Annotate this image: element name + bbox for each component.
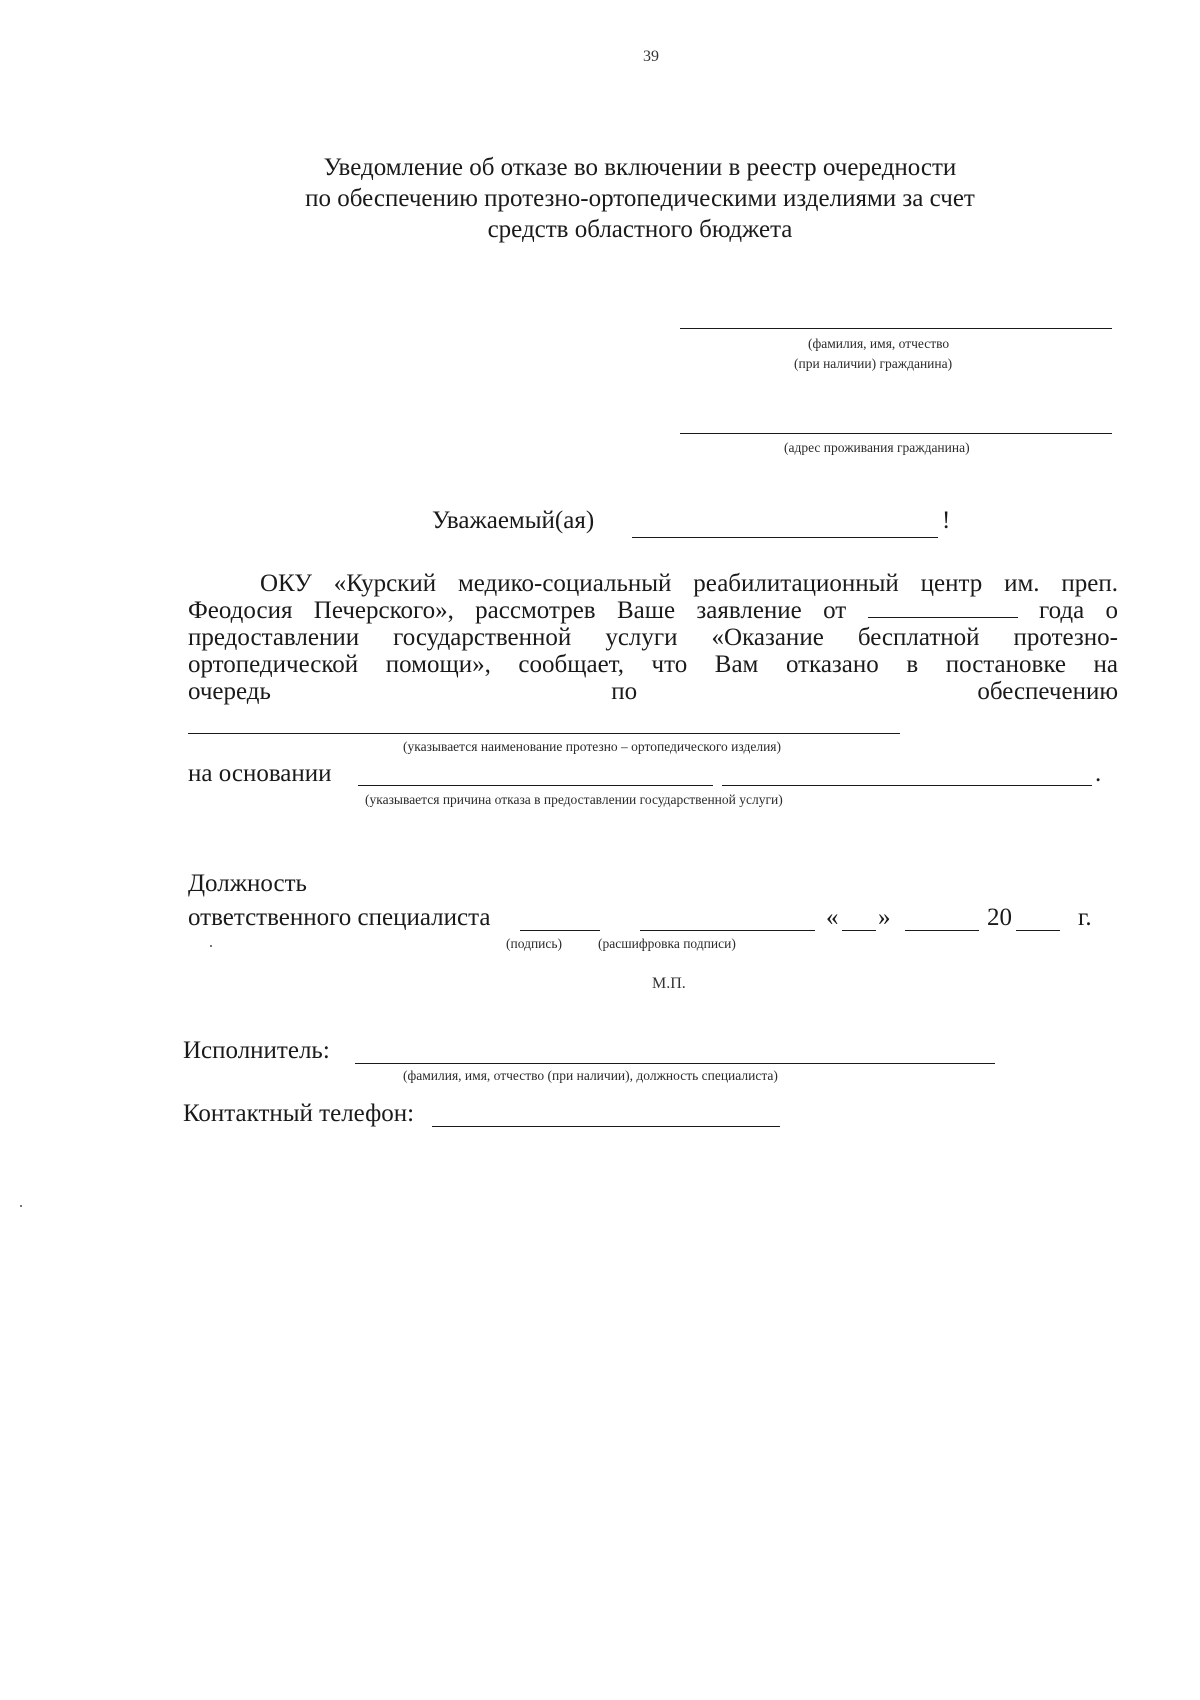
phone-label: Контактный телефон: <box>183 1100 415 1127</box>
title-line-2: по обеспечению протезно-ортопедическими изделиями за счет <box>305 185 975 212</box>
executor-caption: (фамилия, имя, отчество (при наличии), должность специалиста) <box>403 1068 778 1083</box>
salutation-text: Уважаемый(ая) <box>432 507 595 534</box>
date-day-line <box>842 930 876 931</box>
salutation-name-line <box>632 537 938 538</box>
body-line-5-c: обеспечению <box>977 678 1119 705</box>
product-name-line <box>188 733 900 734</box>
body-line-3: предоставлении государственной услуги «Оказание бесплатной протезно- <box>188 624 1118 651</box>
body-line-2-end: года о <box>1038 597 1119 624</box>
body-line-5 <box>188 678 1118 705</box>
addressee-address-line <box>680 433 1112 434</box>
title-line-1: Уведомление об отказе во включении в реестр очередности <box>323 154 957 181</box>
signature-line <box>520 930 600 931</box>
date-quote-open: « <box>826 904 839 931</box>
page-number: 39 <box>643 48 659 65</box>
title-line-3: средств областного бюджета <box>487 216 793 243</box>
signature-decode-line <box>640 930 815 931</box>
basis-caption: (указывается причина отказа в предоставлении государственной услуги) <box>365 792 783 807</box>
phone-line <box>432 1126 780 1127</box>
body-line-4: ортопедической помощи», сообщает, что Вам отказано в постановке на <box>188 651 1118 678</box>
addressee-address-caption: (адрес проживания гражданина) <box>784 440 970 455</box>
signature-caption: (подпись) <box>506 936 563 951</box>
addressee-name-caption-2: (при наличии) гражданина) <box>794 356 953 371</box>
signature-decode-caption: (расшифровка подписи) <box>598 936 736 951</box>
application-date-blank <box>868 597 1018 618</box>
date-year-prefix: 20 <box>987 904 1012 931</box>
body-line-2-start: Феодосия Печерского», рассмотрев Ваше заявление от <box>188 597 847 624</box>
addressee-name-line <box>680 328 1112 329</box>
basis-end: . <box>1095 760 1102 787</box>
product-name-caption: (указывается наименование протезно – ортопедического изделия) <box>403 739 782 754</box>
addressee-name-caption-1: (фамилия, имя, отчество <box>808 336 950 351</box>
body-line-5-b: по <box>611 678 638 705</box>
position-line-1: Должность <box>188 870 307 897</box>
document-title <box>230 152 1050 245</box>
body-line-5-a: очередь <box>188 678 271 705</box>
date-year-suffix: г. <box>1078 904 1092 931</box>
position-line-2: ответственного специалиста <box>188 904 491 931</box>
body-line-1: ОКУ «Курский медико-социальный реабилитационный центр им. преп. <box>260 570 1118 597</box>
body-paragraph <box>188 570 1118 705</box>
stamp-mark: М.П. <box>652 975 686 992</box>
salutation-end: ! <box>942 507 951 534</box>
date-year-line <box>1016 930 1060 931</box>
basis-label: на основании <box>188 760 332 787</box>
executor-label: Исполнитель: <box>183 1037 330 1064</box>
date-quote-close: » <box>878 904 891 931</box>
scan-speck <box>210 945 212 947</box>
scan-speck <box>20 1205 22 1207</box>
date-month-line <box>905 930 979 931</box>
basis-line-1 <box>358 785 713 786</box>
basis-line-2 <box>722 785 1092 786</box>
executor-line <box>355 1063 995 1064</box>
body-line-2 <box>188 597 1118 624</box>
